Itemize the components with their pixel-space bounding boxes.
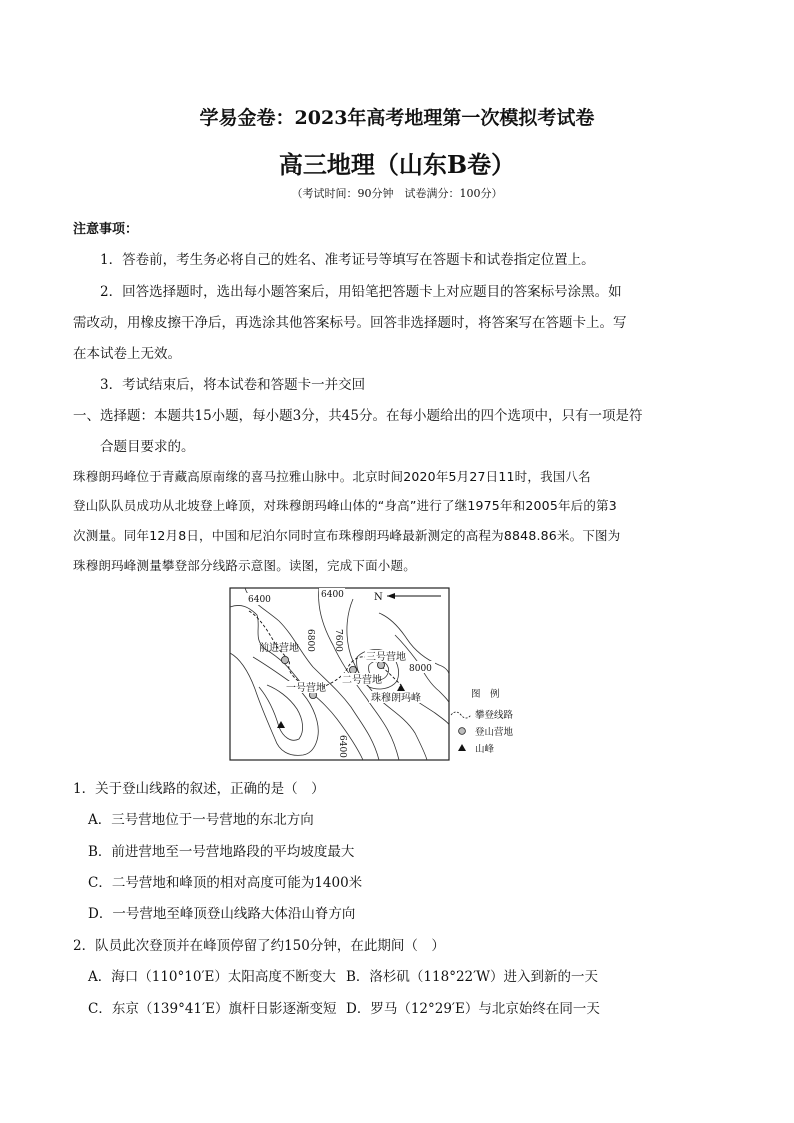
forward-camp-marker: [281, 656, 288, 663]
camp-3-label: 三号营地: [366, 652, 406, 663]
contour-label-7600: 7600: [333, 629, 343, 652]
camp-2-label: 二号营地: [342, 675, 382, 686]
notice-item-1: 1．答卷前，考生务必将自己的姓名、准考证号等填写在答题卡和试卷指定位置上。: [100, 252, 595, 268]
legend-camp-icon: [459, 728, 466, 735]
notice-heading: 注意事项：: [73, 222, 139, 237]
notice-item-3: 3．考试结束后，将本试卷和答题卡一并交回: [100, 377, 366, 393]
legend-peak-icon: [458, 744, 466, 751]
legend-title: 图 例: [471, 689, 500, 700]
map-legend: [451, 688, 514, 755]
legend-peak-label: 山峰: [475, 744, 495, 755]
camp-2-marker: [349, 666, 356, 673]
question-1-option-a: A．三号营地位于一号营地的东北方向: [88, 812, 314, 828]
question-2-option-d: D．罗马（12°29′E）与北京始终在同一天: [346, 1001, 600, 1017]
contour-label-6400-s: 6400: [337, 735, 347, 758]
notice-item-2-line-3: 在本试卷上无效。: [73, 346, 181, 362]
north-label: N: [374, 592, 383, 603]
notice-item-2-line-2: 需改动，用橡皮擦干净后，再选涂其他答案标号。回答非选择题时，将答案写在答题卡上。写: [73, 315, 627, 331]
passage-line-1: 珠穆朗玛峰位于青藏高原南缘的喜马拉雅山脉中。北京时间2020年5月27日11时，我国八名: [73, 469, 591, 484]
camp-1-label: 一号营地: [286, 683, 326, 694]
everest-peak-icon: [397, 684, 405, 691]
question-1-option-c: C．二号营地和峰顶的相对高度可能为1400米: [88, 875, 363, 891]
question-1-option-b: B．前进营地至一号营地路段的平均坡度最大: [88, 844, 355, 860]
question-1-stem: 1．关于登山线路的叙述，正确的是（ ）: [73, 781, 325, 797]
exam-title: 学易金卷：2023年高考地理第一次模拟考试卷: [199, 107, 595, 129]
everest-route-map: [229, 587, 529, 763]
contour-label-6400-nw: 6400: [248, 595, 271, 605]
question-2-option-c: C．东京（139°41′E）旗杆日影逐渐变短: [88, 1001, 337, 1017]
question-2-option-a: A．海口（110°10′E）太阳高度不断变大: [88, 969, 336, 985]
question-2-stem: 2．队员此次登顶并在峰顶停留了约150分钟，在此期间（ ）: [73, 938, 445, 954]
exam-info: （考试时间：90分钟 试卷满分：100分）: [291, 187, 503, 200]
legend-route-icon: [451, 712, 471, 718]
contour-label-8000: 8000: [409, 664, 432, 674]
section-1-line-2: 合题目要求的。: [100, 439, 195, 455]
contour-label-6400-n: 6400: [321, 590, 344, 600]
question-1-option-d: D．一号营地至峰顶登山线路大体沿山脊方向: [88, 906, 356, 922]
passage-line-3: 次测量。同年12月8日，中国和尼泊尔同时宣布珠穆朗玛峰最新测定的高程为8848.86米。下图为: [73, 528, 621, 543]
passage-line-4: 珠穆朗玛峰测量攀登部分线路示意图。读图，完成下面小题。: [73, 558, 416, 573]
summit-label: 珠穆朗玛峰: [371, 693, 421, 704]
question-2-option-b: B．洛杉矶（118°22′W）进入到新的一天: [346, 969, 599, 985]
north-arrow-icon: [374, 592, 441, 603]
section-1-line-1: 一、选择题：本题共15小题，每小题3分，共45分。在每小题给出的四个选项中，只有一项是符: [73, 408, 643, 424]
passage-line-2: 登山队队员成功从北坡登上峰顶，对珠穆朗玛峰山体的“身高”进行了继1975年和2005年后的第3: [73, 498, 617, 513]
exam-subtitle: 高三地理（山东B卷）: [278, 150, 516, 179]
forward-camp-label: 前进营地: [259, 643, 299, 654]
legend-route-label: 攀登线路: [475, 710, 514, 721]
contour-label-6800: 6800: [305, 629, 315, 652]
notice-item-2-line-1: 2．回答选择题时，选出每小题答案后，用铅笔把答题卡上对应题目的答案标号涂黑。如: [100, 284, 622, 300]
legend-camp-label: 登山营地: [475, 727, 514, 738]
